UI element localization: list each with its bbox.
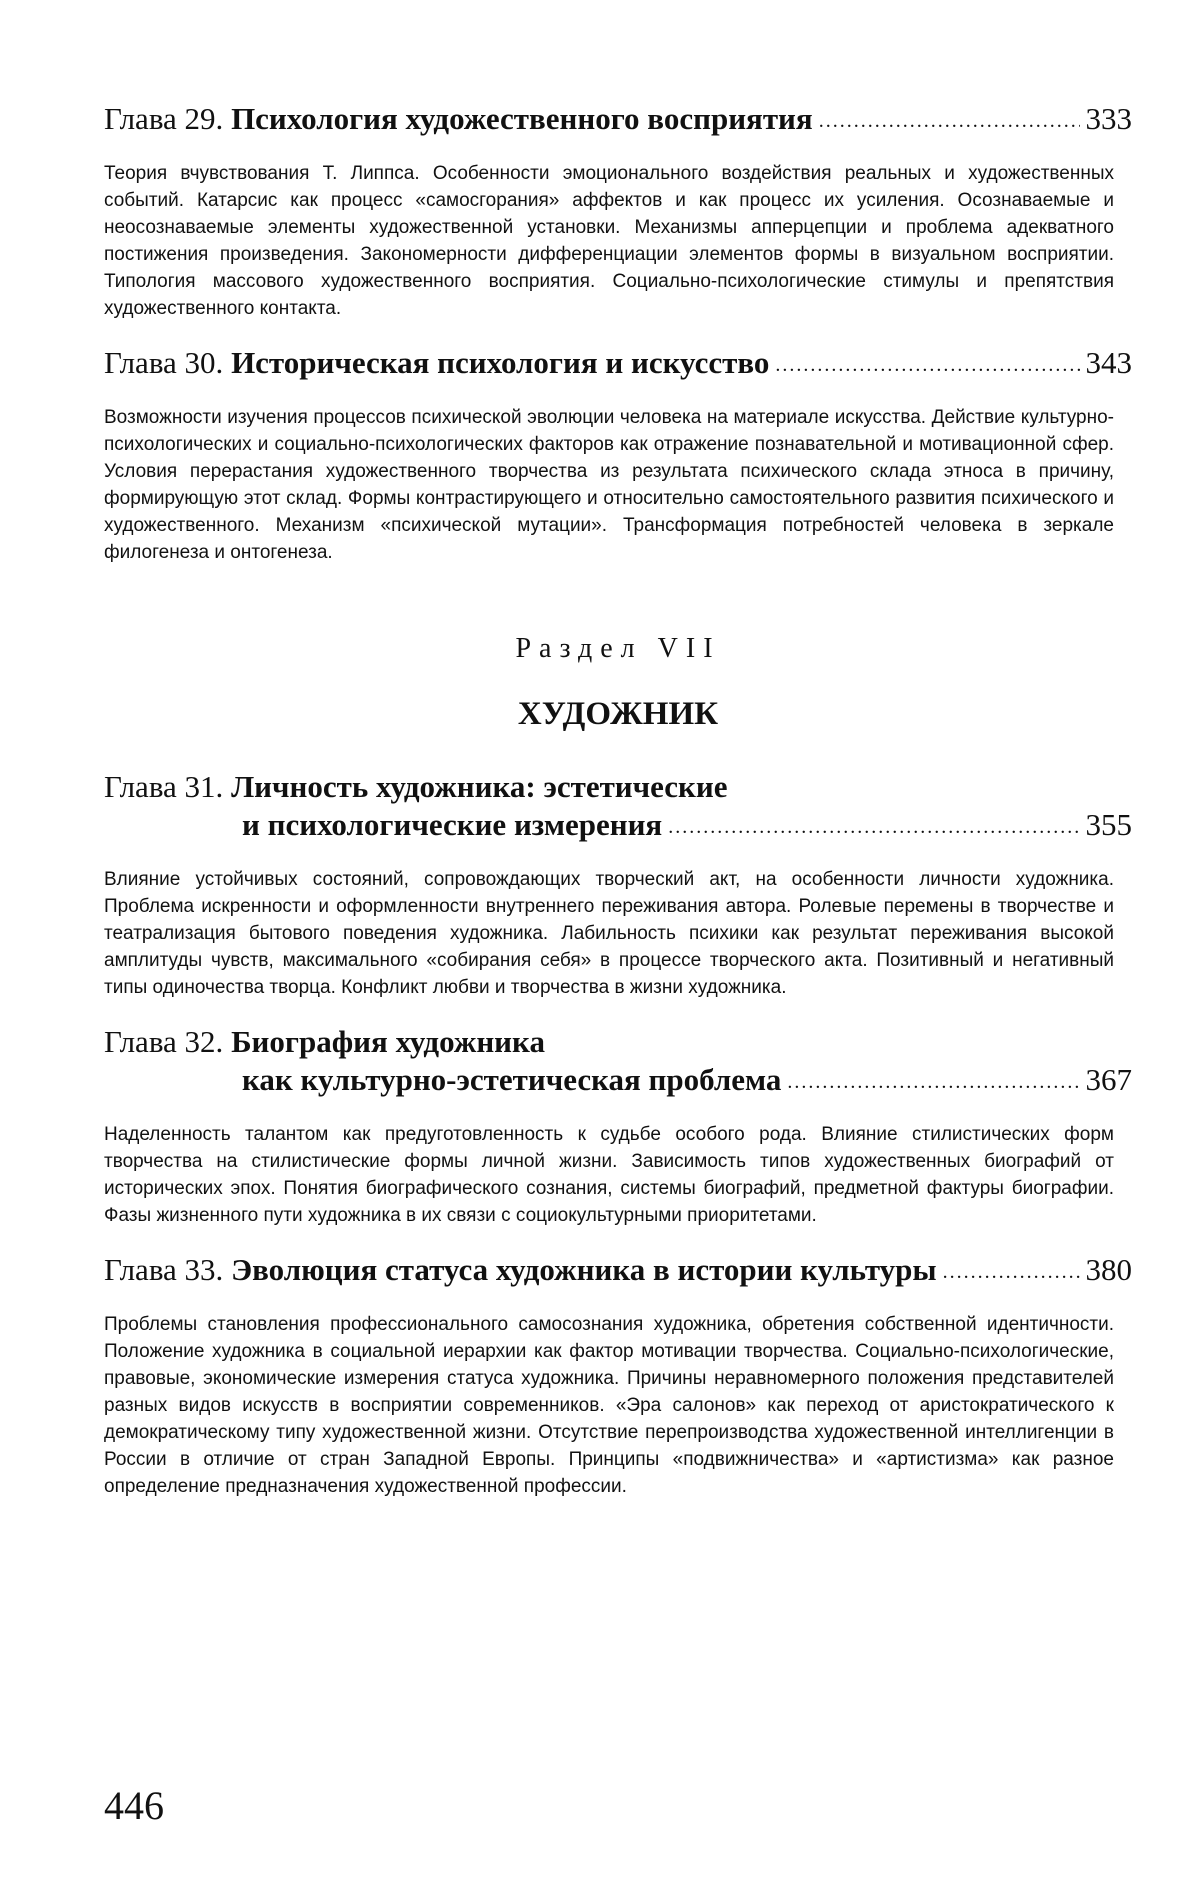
page-folio: 446: [104, 1783, 164, 1828]
chapter-heading: [104, 1023, 1132, 1061]
dot-leader: [775, 342, 1079, 384]
chapter-title: Историческая психология и искусство: [231, 345, 770, 380]
dot-leader: [668, 804, 1079, 846]
dot-leader: [819, 98, 1080, 140]
chapter-heading: [104, 768, 1132, 806]
chapter-32: [104, 1023, 1132, 1229]
page-number: 333: [1085, 101, 1132, 136]
chapter-abstract: Возможности изучения процессов психической эволюции человека на материале искусства. Действие культурно-психологических и социально-психологических факторов как отражение познавательной и мотивационной сфер. Условия перерастания художественного творчества из результата психического склада этноса в причину, формирующую этот склад. Формы контрастирующего и относительно самостоятельного развития психического и художественного. Механизм «психической мутации». Трансформация потребностей человека в зеркале филогенеза и онтогенеза.: [104, 407, 1114, 563]
chapter-abstract: Теория вчувствования Т. Липпса. Особенности эмоционального воздействия реальных и художественных событий. Катарсис как процесс «самосгорания» аффектов и как процесс их усиления. Осознаваемые и неосознаваемые элементы художественной установки. Механизмы апперцепции и проблема адекватного постижения произведения. Закономерности дифференциации элементов формы в визуальном восприятии. Типология массового художественного восприятия. Социально-психологические стимулы и препятствия художественного контакта.: [104, 163, 1114, 319]
chapter-33: [104, 1251, 1132, 1500]
chapter-30: [104, 344, 1132, 566]
chapter-label: Глава 31.: [104, 769, 224, 804]
dot-leader: [943, 1249, 1080, 1291]
chapter-label: Глава 30.: [104, 345, 224, 380]
chapter-title-line1: Личность художника: эстетические: [231, 769, 728, 804]
page-number: 343: [1085, 345, 1132, 380]
chapter-abstract: Проблемы становления профессионального самосознания художника, обретения собственной идентичности. Положение художника в социальной иерархии как фактор мотивации творчества. Социально-психологические, правовые, экономические измерения статуса художника. Причины неравномерного положения представителей разных видов искусств в восприятии современников. «Эра салонов» как переход от аристократического к демократическому типу художественной жизни. Отсутствие перепроизводства художественной интеллигенции в России в отличие от стран Западной Европы. Принципы «подвижничества» и «артистизма» как разное определение предназначения художественной профессии.: [104, 1314, 1114, 1497]
dot-leader: [787, 1059, 1079, 1101]
chapter-heading-continued: [104, 806, 1132, 848]
page-number: 367: [1085, 1062, 1132, 1097]
chapter-heading: [104, 344, 1132, 386]
contents-page: [104, 100, 1132, 1500]
chapter-title-line2: и психологические измерения: [242, 807, 663, 842]
chapter-heading: [104, 100, 1132, 142]
chapter-label: Глава 33.: [104, 1252, 224, 1287]
chapter-title: Психология художественного восприятия: [231, 101, 813, 136]
section-title: ХУДОЖНИК: [517, 696, 719, 732]
page-number: 380: [1085, 1252, 1132, 1287]
chapter-29: [104, 100, 1132, 322]
chapter-title-line1: Биография художника: [231, 1024, 545, 1059]
chapter-title: Эволюция статуса художника в истории культуры: [231, 1252, 937, 1287]
chapter-abstract: Влияние устойчивых состояний, сопровождающих творческий акт, на особенности личности художника. Проблема искренности и оформленности внутреннего переживания автора. Ролевые перемены в творчестве и театрализация бытового поведения художника. Лабильность психики как результат переживания высокой амплитуды чувств, максимального «собирания себя» в процессе творческого акта. Позитивный и негативный типы одиночества творца. Конфликт любви и творчества в жизни художника.: [104, 869, 1114, 998]
chapter-title-line2: как культурно-эстетическая проблема: [242, 1062, 782, 1097]
page-number: 355: [1085, 807, 1132, 842]
chapter-label: Глава 29.: [104, 101, 224, 136]
chapter-31: [104, 768, 1132, 1001]
section-label: Раздел VII: [515, 633, 721, 664]
chapter-heading: [104, 1251, 1132, 1293]
chapter-label: Глава 32.: [104, 1024, 224, 1059]
chapter-heading-continued: [104, 1061, 1132, 1103]
chapter-abstract: Наделенность талантом как предуготовленность к судьбе особого рода. Влияние стилистических форм творчества на стилистические формы личной жизни. Зависимость типов художественных биографий от исторических эпох. Понятия биографического сознания, системы биографий, предметной фактуры биографии. Фазы жизненного пути художника в их связи с социокультурными приоритетами.: [104, 1124, 1114, 1226]
